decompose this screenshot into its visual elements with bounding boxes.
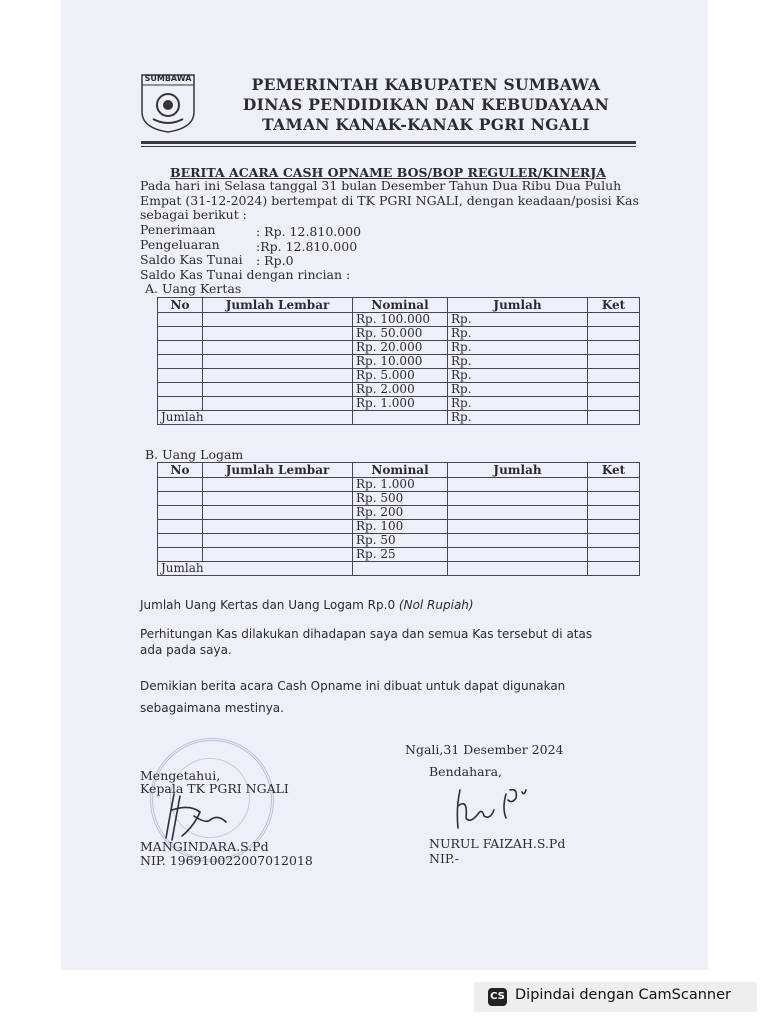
cell-lembar [203, 369, 353, 383]
cell-ket [588, 506, 640, 520]
cell-lembar [203, 548, 353, 562]
table-header-row [158, 463, 640, 478]
cell-ket [588, 397, 640, 411]
table-row [158, 397, 640, 411]
header-line-2: DINAS PENDIDIKAN DAN KEBUDAYAAN [242, 95, 610, 114]
cell-lembar [203, 397, 353, 411]
total-statement-words: (Nol Rupiah) [398, 598, 474, 612]
cell-no [158, 548, 203, 562]
table-row [158, 548, 640, 562]
cell-lembar [203, 341, 353, 355]
cell-lembar [203, 478, 353, 492]
treasurer-name: NURUL FAIZAH.S.Pd [429, 836, 566, 851]
header-rule-thin [141, 146, 636, 147]
total-ket [588, 562, 640, 576]
camscanner-icon: CS [488, 988, 507, 1006]
cell-jumlah [448, 548, 588, 562]
scanner-label: Dipindai dengan CamScanner [515, 987, 732, 1003]
col-header-jumlah-lembar: Jumlah Lembar [203, 298, 353, 313]
principal-role: Kepala TK PGRI NGALI [140, 781, 289, 796]
cell-lembar [203, 520, 353, 534]
cell-lembar [203, 534, 353, 548]
table-total-row [158, 411, 640, 425]
table-row [158, 520, 640, 534]
cell-jumlah: Rp. [448, 313, 588, 327]
cell-lembar [203, 506, 353, 520]
cell-ket [588, 520, 640, 534]
cell-jumlah [448, 520, 588, 534]
table-row [158, 383, 640, 397]
closing-line-1: Demikian berita acara Cash Opname ini dibuat untuk dapat digunakan [140, 679, 566, 693]
total-label: Jumlah [158, 562, 353, 576]
cell-ket [588, 341, 640, 355]
table-row [158, 369, 640, 383]
section-b-title: B. Uang Logam [145, 447, 244, 462]
table-row [158, 355, 640, 369]
col-header-nominal: Nominal [353, 463, 448, 478]
total-nominal [353, 411, 448, 425]
table-row [158, 341, 640, 355]
cell-lembar [203, 492, 353, 506]
table-row [158, 478, 640, 492]
col-header-jumlah: Jumlah [448, 463, 588, 478]
cell-no [158, 520, 203, 534]
table-header-row [158, 298, 640, 313]
regency-logo [139, 72, 197, 134]
principal-nip: NIP. 196910022007012018 [140, 853, 313, 868]
pengeluaran-value: :Rp. 12.810.000 [256, 239, 358, 254]
header-line-1: PEMERINTAH KABUPATEN SUMBAWA [251, 75, 601, 94]
col-header-jumlah-lembar: Jumlah Lembar [203, 463, 353, 478]
saldo-value: : Rp.0 [256, 253, 294, 268]
penerimaan-value: : Rp. 12.810.000 [256, 224, 362, 239]
document-title: BERITA ACARA CASH OPNAME BOS/BOP REGULER/KINERJA [170, 165, 606, 180]
total-statement-text: Jumlah Uang Kertas dan Uang Logam Rp.0 [140, 598, 399, 612]
cell-no [158, 313, 203, 327]
cell-ket [588, 492, 640, 506]
rincian-text: Saldo Kas Tunai dengan rincian : [140, 267, 351, 282]
total-jumlah: Rp. [448, 411, 588, 425]
cell-lembar [203, 355, 353, 369]
table-row [158, 534, 640, 548]
treasurer-role: Bendahara, [429, 764, 502, 779]
col-header-ket: Ket [588, 298, 640, 313]
cell-ket [588, 548, 640, 562]
cell-nominal: Rp. 25 [353, 548, 448, 562]
place-date: Ngali,31 Desember 2024 [405, 742, 564, 757]
cell-nominal: Rp. 20.000 [353, 341, 448, 355]
cell-lembar [203, 383, 353, 397]
cell-no [158, 369, 203, 383]
cell-no [158, 492, 203, 506]
col-header-nominal: Nominal [353, 298, 448, 313]
cell-no [158, 397, 203, 411]
cell-nominal: Rp. 2.000 [353, 383, 448, 397]
cell-ket [588, 355, 640, 369]
total-jumlah [448, 562, 588, 576]
cell-nominal: Rp. 500 [353, 492, 448, 506]
cell-jumlah: Rp. [448, 383, 588, 397]
cell-ket [588, 369, 640, 383]
col-header-ket: Ket [588, 463, 640, 478]
paper-money-table [157, 297, 640, 425]
cell-ket [588, 383, 640, 397]
treasurer-signature [452, 784, 537, 838]
table-row [158, 327, 640, 341]
cell-jumlah: Rp. [448, 397, 588, 411]
saldo-label: Saldo Kas Tunai [140, 252, 243, 267]
cell-no [158, 355, 203, 369]
cell-lembar [203, 313, 353, 327]
cell-ket [588, 534, 640, 548]
cell-no [158, 506, 203, 520]
acknowledge-label: Mengetahui, [140, 768, 221, 783]
cell-nominal: Rp. 200 [353, 506, 448, 520]
cell-nominal: Rp. 100 [353, 520, 448, 534]
cell-nominal: Rp. 10.000 [353, 355, 448, 369]
principal-name: MANGINDARA.S.Pd [140, 839, 269, 854]
col-header-no: No [158, 463, 203, 478]
logo-label: SUMBAWA [144, 74, 192, 83]
table-row [158, 313, 640, 327]
col-header-jumlah: Jumlah [448, 298, 588, 313]
cell-nominal: Rp. 100.000 [353, 313, 448, 327]
intro-line-3: sebagai berikut : [140, 207, 247, 222]
cell-ket [588, 313, 640, 327]
cell-no [158, 383, 203, 397]
cell-jumlah: Rp. [448, 341, 588, 355]
total-nominal [353, 562, 448, 576]
section-a-title: A. Uang Kertas [145, 281, 242, 296]
cell-nominal: Rp. 50 [353, 534, 448, 548]
pengeluaran-label: Pengeluaran [140, 237, 220, 252]
statement-line-1: Perhitungan Kas dilakukan dihadapan saya dan semua Kas tersebut di atas [140, 627, 593, 641]
cell-jumlah: Rp. [448, 355, 588, 369]
penerimaan-label: Penerimaan [140, 222, 216, 237]
cell-nominal: Rp. 1.000 [353, 397, 448, 411]
cell-jumlah: Rp. [448, 369, 588, 383]
intro-line-2: Empat (31-12-2024) bertempat di TK PGRI NGALI, dengan keadaan/posisi Kas [140, 193, 639, 208]
total-ket [588, 411, 640, 425]
cell-no [158, 341, 203, 355]
cell-no [158, 327, 203, 341]
cell-jumlah [448, 492, 588, 506]
cell-ket [588, 327, 640, 341]
coin-table [157, 462, 640, 576]
col-header-no: No [158, 298, 203, 313]
statement-line-2: ada pada saya. [140, 643, 232, 657]
cell-jumlah [448, 534, 588, 548]
cell-ket [588, 478, 640, 492]
table-row [158, 506, 640, 520]
closing-line-2: sebagaimana mestinya. [140, 701, 284, 715]
cell-jumlah [448, 478, 588, 492]
intro-line-1: Pada hari ini Selasa tanggal 31 bulan Desember Tahun Dua Ribu Dua Puluh [140, 178, 622, 193]
total-statement [140, 598, 474, 613]
header-rule-thick [141, 141, 636, 144]
treasurer-nip: NIP.- [429, 851, 459, 866]
header-line-3: TAMAN KANAK-KANAK PGRI NGALI [262, 115, 590, 134]
cell-jumlah [448, 506, 588, 520]
cell-jumlah: Rp. [448, 327, 588, 341]
cell-no [158, 534, 203, 548]
cell-nominal: Rp. 5.000 [353, 369, 448, 383]
total-label: Jumlah [158, 411, 353, 425]
table-total-row [158, 562, 640, 576]
cell-no [158, 478, 203, 492]
cell-lembar [203, 327, 353, 341]
cell-nominal: Rp. 1.000 [353, 478, 448, 492]
table-row [158, 492, 640, 506]
cell-nominal: Rp. 50.000 [353, 327, 448, 341]
